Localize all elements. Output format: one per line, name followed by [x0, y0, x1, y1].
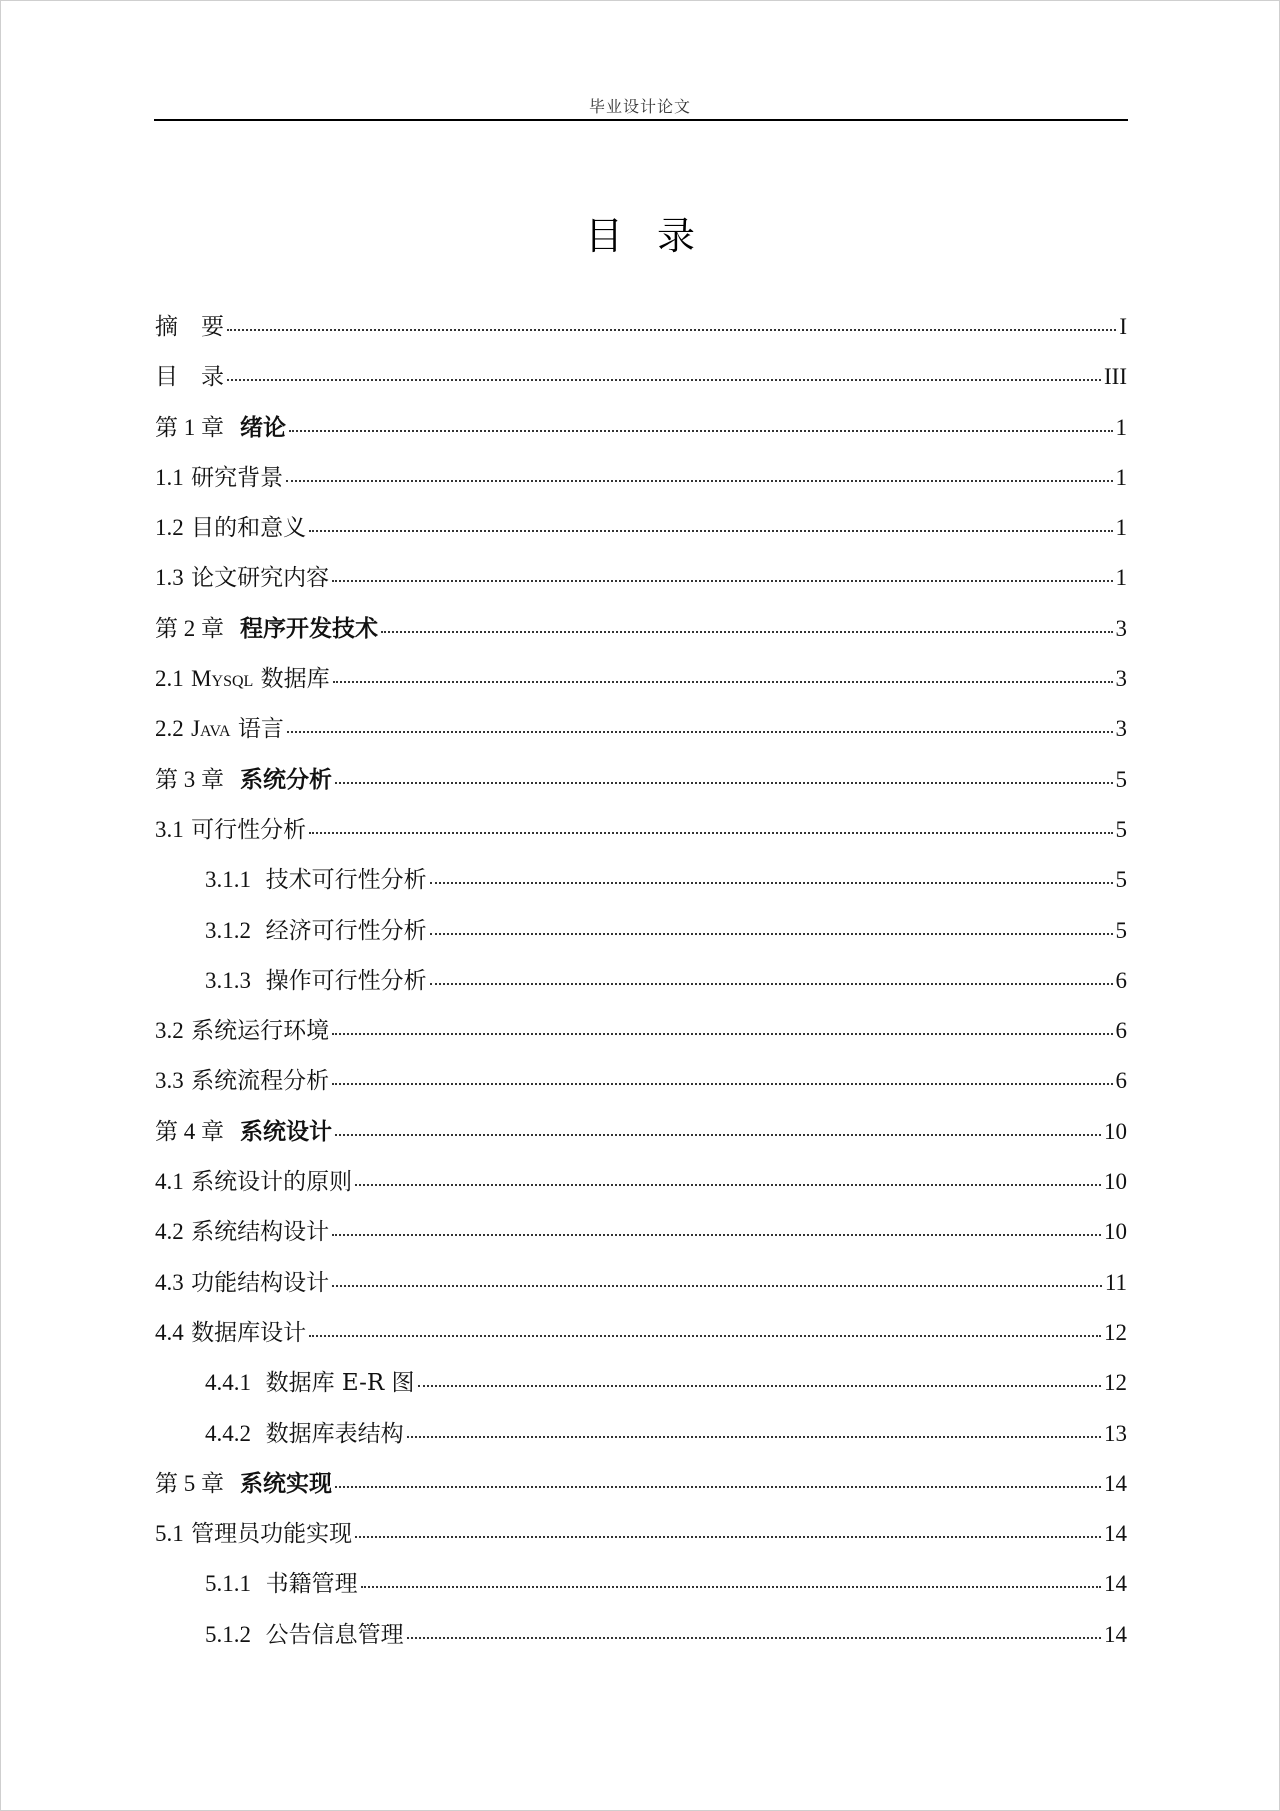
section-number: 5.1.2: [205, 1621, 251, 1647]
section-number: 4.4.1: [205, 1370, 251, 1396]
page-title: 目录: [584, 214, 729, 258]
toc-entry[interactable]: [155, 1565, 1127, 1615]
section-number: 2.2: [155, 716, 184, 742]
toc-entry-title: [205, 962, 427, 995]
toc-entry[interactable]: [155, 710, 1127, 760]
dot-leader: [332, 1234, 1101, 1236]
toc-entry-title: [155, 1163, 352, 1196]
dot-leader: [361, 1586, 1101, 1588]
section-number: 1.2: [155, 515, 184, 541]
dot-leader: [430, 882, 1113, 884]
section-title: 数据库: [260, 666, 330, 693]
section-number: 4.2: [155, 1219, 184, 1245]
dot-leader: [309, 832, 1112, 834]
section-title: 目 录: [155, 364, 224, 391]
page-number: 12: [1104, 1319, 1127, 1345]
toc-entry-title: [155, 559, 329, 592]
toc-entry-title: [155, 1314, 306, 1347]
toc-entry-title: [155, 1264, 329, 1297]
toc-entry[interactable]: [155, 1616, 1127, 1666]
toc-entry-title: [155, 811, 306, 844]
page-number: 13: [1104, 1420, 1127, 1446]
dot-leader: [335, 1486, 1101, 1488]
dot-leader: [289, 430, 1112, 432]
toc-entry-title: [155, 710, 284, 743]
page-number: 10: [1104, 1169, 1127, 1195]
toc-entry-title: [155, 660, 330, 693]
page-number: 5: [1115, 816, 1127, 842]
toc-entry-title: [155, 1465, 332, 1498]
section-title: 系统实现: [240, 1470, 333, 1497]
term: Java: [191, 716, 231, 742]
dot-leader: [332, 1033, 1112, 1035]
section-title: 绪论: [240, 414, 287, 441]
section-title: 操作可行性分析: [265, 967, 427, 994]
section-number: 3.1: [155, 816, 184, 842]
dot-leader: [332, 1083, 1112, 1085]
section-title: 数据库设计: [191, 1319, 307, 1346]
section-number: 2.1: [155, 666, 184, 692]
section-title: 书籍管理: [265, 1571, 358, 1598]
section-title: 论文研究内容: [191, 565, 330, 592]
toc-entry-title: [155, 308, 224, 341]
dot-leader: [355, 1536, 1101, 1538]
toc-entry[interactable]: [155, 1314, 1127, 1364]
dot-leader: [430, 983, 1113, 985]
section-number: 第 2 章: [155, 615, 224, 641]
toc-entry[interactable]: [155, 358, 1127, 408]
dot-leader: [418, 1385, 1101, 1387]
section-number: 第 3 章: [155, 766, 224, 792]
toc-entry[interactable]: [155, 1012, 1127, 1062]
section-title: 目的和意义: [191, 515, 307, 542]
page-number: 3: [1115, 666, 1127, 692]
toc-entry-title: [155, 1113, 332, 1146]
toc-entry[interactable]: [155, 861, 1127, 911]
toc-entry-title: [205, 1415, 404, 1448]
dot-leader: [355, 1184, 1101, 1186]
section-number: 3.1.3: [205, 967, 251, 993]
dot-leader: [407, 1436, 1101, 1438]
section-number: 5.1.1: [205, 1571, 251, 1597]
dot-leader: [381, 631, 1112, 633]
page-number: 14: [1104, 1470, 1127, 1496]
page-number: 6: [1115, 1068, 1127, 1094]
section-number: 3.1.2: [205, 917, 251, 943]
toc-entry-title: [155, 761, 332, 794]
page-number: 12: [1104, 1370, 1127, 1396]
toc-entry[interactable]: [155, 559, 1127, 609]
toc-entry[interactable]: [155, 610, 1127, 660]
page-number: 5: [1115, 766, 1127, 792]
dot-leader: [430, 933, 1113, 935]
page-number: 3: [1115, 716, 1127, 742]
section-title: 系统结构设计: [191, 1219, 330, 1246]
page-number: 6: [1115, 967, 1127, 993]
toc-entry-title: [155, 1515, 352, 1548]
dot-leader: [287, 731, 1113, 733]
dot-leader: [309, 1335, 1101, 1337]
section-title: 数据库 E-R 图: [265, 1370, 415, 1397]
section-number: 第 5 章: [155, 1470, 224, 1496]
toc-entry[interactable]: [155, 1163, 1127, 1213]
toc-entry[interactable]: [155, 409, 1127, 459]
toc-entry[interactable]: [155, 459, 1127, 509]
toc-entry[interactable]: [155, 1264, 1127, 1314]
toc-entry[interactable]: [155, 1213, 1127, 1263]
toc-entry-title: [205, 1565, 358, 1598]
toc-entry[interactable]: [155, 1465, 1127, 1515]
toc-entry-title: [155, 409, 286, 442]
page-number: III: [1104, 364, 1127, 390]
toc-entry[interactable]: [155, 509, 1127, 559]
dot-leader: [335, 782, 1112, 784]
toc-entry-title: [205, 912, 427, 945]
dot-leader: [227, 379, 1101, 381]
toc-entry-title: [155, 1012, 329, 1045]
page-number: 1: [1115, 414, 1127, 440]
toc-entry-title: [205, 1364, 415, 1397]
section-number: 4.3: [155, 1269, 184, 1295]
section-title: 系统设计: [240, 1118, 333, 1145]
section-number: 3.3: [155, 1068, 184, 1094]
section-title: 摘 要: [155, 314, 224, 340]
page-number: 14: [1104, 1621, 1127, 1647]
table-of-contents: [155, 308, 1127, 1666]
section-number: 5.1: [155, 1521, 184, 1547]
section-number: 4.4.2: [205, 1420, 251, 1446]
term: Mysql: [191, 666, 254, 692]
toc-entry-title: [155, 1213, 329, 1246]
dot-leader: [309, 530, 1112, 532]
section-number: 第 1 章: [155, 414, 224, 440]
page-number: 1: [1115, 464, 1127, 490]
section-title: 系统设计的原则: [191, 1169, 353, 1196]
header-rule: [154, 119, 1128, 121]
page-number: 10: [1104, 1219, 1127, 1245]
section-number: 1.3: [155, 565, 184, 591]
section-title: 系统分析: [240, 766, 333, 793]
toc-entry-title: [155, 1062, 329, 1095]
toc-entry-title: [155, 358, 224, 391]
section-title: 研究背景: [191, 464, 284, 491]
page-number: 5: [1115, 867, 1127, 893]
dot-leader: [332, 580, 1112, 582]
toc-entry-title: [155, 509, 306, 542]
section-title: 经济可行性分析: [265, 917, 427, 944]
section-number: 4.1: [155, 1169, 184, 1195]
toc-entry-title: [155, 459, 283, 492]
section-number: 3.1.1: [205, 867, 251, 893]
toc-entry[interactable]: [155, 1515, 1127, 1565]
section-title: 程序开发技术: [240, 615, 379, 642]
page-number: 1: [1115, 565, 1127, 591]
page-number: 6: [1115, 1018, 1127, 1044]
section-title: 系统运行环境: [191, 1018, 330, 1045]
page-number: 1: [1115, 515, 1127, 541]
page-number: 3: [1115, 615, 1127, 641]
page-number: 14: [1104, 1521, 1127, 1547]
section-number: 3.2: [155, 1018, 184, 1044]
section-title: 可行性分析: [191, 816, 307, 843]
page-number: 10: [1104, 1118, 1127, 1144]
toc-entry-title: [155, 610, 378, 643]
toc-entry[interactable]: [155, 761, 1127, 811]
section-number: 1.1: [155, 464, 184, 490]
section-title: 系统流程分析: [191, 1068, 330, 1095]
section-title: 管理员功能实现: [191, 1521, 353, 1548]
toc-entry[interactable]: [155, 660, 1127, 710]
section-number: 4.4: [155, 1319, 184, 1345]
section-title: 功能结构设计: [191, 1269, 330, 1296]
toc-entry[interactable]: [155, 1415, 1127, 1465]
section-title: 公告信息管理: [265, 1621, 404, 1648]
toc-entry[interactable]: [155, 1113, 1127, 1163]
dot-leader: [333, 681, 1113, 683]
toc-entry[interactable]: [155, 1062, 1127, 1112]
dot-leader: [335, 1134, 1101, 1136]
dot-leader: [286, 480, 1112, 482]
toc-entry[interactable]: [155, 962, 1127, 1012]
dot-leader: [407, 1637, 1101, 1639]
section-number: 第 4 章: [155, 1118, 224, 1144]
toc-entry[interactable]: [155, 308, 1127, 358]
toc-entry[interactable]: [155, 811, 1127, 861]
dot-leader: [227, 329, 1116, 331]
section-title: 技术可行性分析: [265, 867, 427, 894]
page-number: I: [1119, 314, 1127, 339]
section-title: 语言: [237, 716, 284, 743]
toc-entry-title: [205, 1616, 404, 1649]
toc-entry[interactable]: [155, 1364, 1127, 1414]
page-number: 5: [1115, 917, 1127, 943]
toc-entry[interactable]: [155, 912, 1127, 962]
page-number: 14: [1104, 1571, 1127, 1597]
section-title: 数据库表结构: [265, 1420, 404, 1447]
toc-entry-title: [205, 861, 427, 894]
running-header: 毕业设计论文: [588, 97, 691, 116]
page-number: 11: [1104, 1269, 1127, 1295]
dot-leader: [332, 1285, 1102, 1287]
